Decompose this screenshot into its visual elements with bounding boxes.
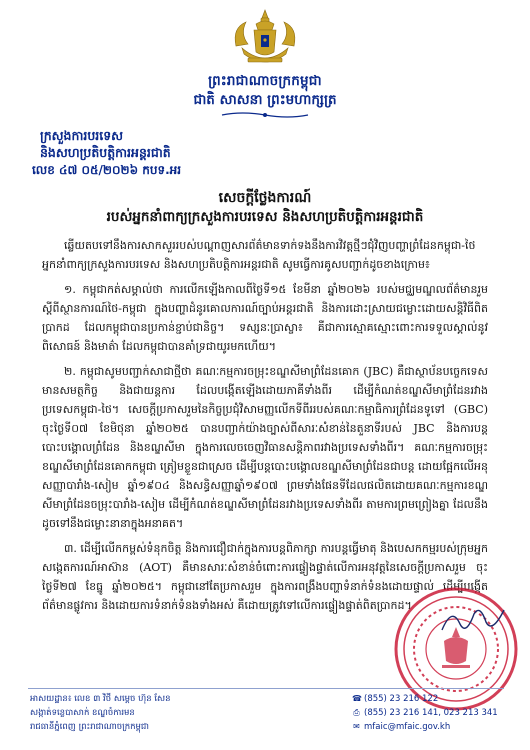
- signature-mark-icon: [438, 600, 508, 640]
- reference-number: លេខ ៤៧ ០៥/២០២៦ កបទ.អរ: [32, 163, 182, 177]
- intro-paragraph: ឆ្លើយតបទៅនឹងការសាកសួររបស់បណ្តាញសារព័ត៌មានទាក់ទងនឹងការវិវត្តថ្មីៗជុំវិញបញ្ហាព្រំដែនកម្ពុជា-ថៃ អ្នកនាំពាក្យក្រសួងការបរទេស និងសហប្រតិបត្តិការអន្តរជាតិ សូមធ្វើការគូសបញ្ជាក់ដូចខាងក្រោម៖: [42, 239, 476, 271]
- email-icon: ✉: [353, 722, 360, 731]
- phone-row: [352, 692, 522, 706]
- address-line3: រាជធានីភ្នំពេញ ព្រះរាជាណាចក្រកម្ពុជា: [30, 722, 149, 732]
- phone-icon: ☎: [352, 694, 362, 703]
- paragraph-1: ១. កម្ពុជាកត់សម្គាល់ថា ការលើកឡើងកាលពីថ្ងៃទី១៥ ខែមីនា ឆ្នាំ២០២៦ របស់មជ្ឈមណ្ឌលព័ត៌មានរួមស្តីពីស្ថានការណ៍ថៃ-កម្ពុជា ក្នុងបញ្ហាដំនូរគោលការណ៍ច្បាប់អន្តរជាតិ និងការដោះស្រាយជម្លោះដោយសន្តិវិធីពិតប្រាកដ ដែលកម្ពុជាបានប្រកាន់ខ្ជាប់ជានិច្ច។ ទស្សនៈប្រាស្ចា៖ គឺជាការស្មោគស្មោះពោះការទទួលស្គាល់នូវពិសោធន៍ និងមាត៌ា ដែលកម្ពុជាបានគាំទ្រជាយូរមកហើយ។: [42, 283, 488, 353]
- ministry-name-line2: និងសហប្រតិបត្តិការអន្តរជាតិ: [40, 145, 171, 160]
- paragraph-3: ៣. ដើម្បីលើកកម្ពស់ទំនុកចិត្ត និងការជឿជាក់ក្នុងការបន្តពិភាក្សា ការបន្តធ្វើមាតុ និងបេសកកម្មរបស់ក្រុមអ្នកសង្កេតការណ៍អាស៊ាន (AOT) គឺមានសារៈសំខាន់ចំពោះការផ្ទៀងផ្ទាត់លើការអនុវត្តនៃសេចក្តីប្រកាសរួម ចុះថ្ងៃទី២៧ ខែធ្នូ ឆ្នាំ២០២៥។ កម្ពុជានៅតែប្រកាសរួម ក្នុងការពង្រឹងបញ្ហាទំនាក់ទំនងដោយផ្ទាល់ ដើម្បីបង្កើតព័ត៌មានផ្លូវការ និងដោយការទំនាក់ទំនងទាំងអស់ គឺដោយត្រូវទៅលើការផ្ទៀងផ្ទាត់ពិតប្រាកដ។: [42, 542, 488, 612]
- address-line2: សង្កាត់ទន្លេបាសាក់ ខណ្ឌចំការមន: [30, 708, 135, 718]
- email-row: [352, 720, 522, 734]
- fax-row: [352, 706, 522, 720]
- paragraph-2: ២. កម្ពុជាសូមបញ្ជាក់សាជាថ្មីថា គណៈកម្មការចម្រុះខណ្ឌសីមាព្រំដែនគោក (JBC) គឺជាស្ថាប័នបច្ចេកទេសមានសមត្ថកិច្ច និងជាយន្តការ ដែលបង្កើតឡើងដោយភាគីទាំងពីរ ដើម្បីកំណត់ខណ្ឌសីមាព្រំដែនរវាងប្រទេសកម្ពុជា-ថៃ។ សេចក្តីប្រកាសរួមនៃកិច្ចប្រជុំវិសាមញ្ញលើកទីពីររបស់គណៈកម្មាធិការព្រំដែនទូទៅ (GBC) ចុះថ្ងៃទី០៧ ខែមិថុនា ឆ្នាំ២០២៥ បានបញ្ជាក់យ៉ាងច្បាស់ពីសារៈសំខាន់នៃតួនាទីរបស់ JBC និងការបន្តបោះបង្គោលព្រំដែន និងខណ្ឌសីមា ក្នុងការលេចចេញវិធានសន្តិភាពរវាងប្រទេសទាំងពីរ។ គណៈកម្មការចម្រុះខណ្ឌសីមាព្រំដែនគោកកម្ពុជា ត្រៀមខ្លួនជាស្រេច ដើម្បីបន្តបោះបង្គោលខណ្ឌសីមាព្រំដែនជាបន្ត ដោយផ្អែកលើអនុសញ្ញាបារាំង-សៀម ឆ្នាំ១៩០៤ និងសន្ធិសញ្ញាឆ្នាំ១៩០៧ ព្រមទាំងផែនទីដែលផលិតដោយគណៈកម្មការខណ្ឌសីមាព្រំដែនចម្រុះបារាំង-សៀម ដើម្បីកំណត់ខណ្ឌសីមាព្រំដែនរវាងប្រទេសទាំងពីរ តាមការព្រមព្រៀងគ្នា ដែលនឹងដូចទៅនឹងជម្លោះនានាក្នុងអនាគត។: [42, 365, 488, 530]
- fax-icon: ⎙: [353, 708, 360, 717]
- address-line1: អាសយដ្ឋាន៖ លេខ ៣ វិថី សម្តេច ហ៊ុន សែន: [30, 694, 171, 704]
- phone-number: (855) 23 216 122: [364, 694, 439, 704]
- email-address[interactable]: mfaic@mfaic.gov.kh: [364, 722, 451, 732]
- divider-ornament-icon: [220, 110, 310, 120]
- fax-number: (855) 23 216 141, 023 213 341: [364, 708, 498, 718]
- document-subtitle: របស់អ្នកនាំពាក្យក្រសួងការបរទេស និងសហប្រតិបត្តិការអន្តរជាតិ: [106, 209, 424, 225]
- statement-body: [42, 236, 488, 621]
- footer-divider: [28, 688, 504, 689]
- document-title: សេចក្តីថ្លែងការណ៍: [218, 190, 312, 206]
- kingdom-name: ព្រះរាជាណាចក្រកម្ពុជា: [208, 73, 322, 89]
- royal-arms-emblem-icon: [228, 8, 302, 70]
- footer-address: [30, 692, 270, 734]
- national-motto: ជាតិ សាសនា ព្រះមហាក្សត្រ: [193, 92, 337, 108]
- footer-contacts: [352, 692, 522, 734]
- ministry-name-line1: ក្រសួងការបរទេស: [40, 128, 124, 143]
